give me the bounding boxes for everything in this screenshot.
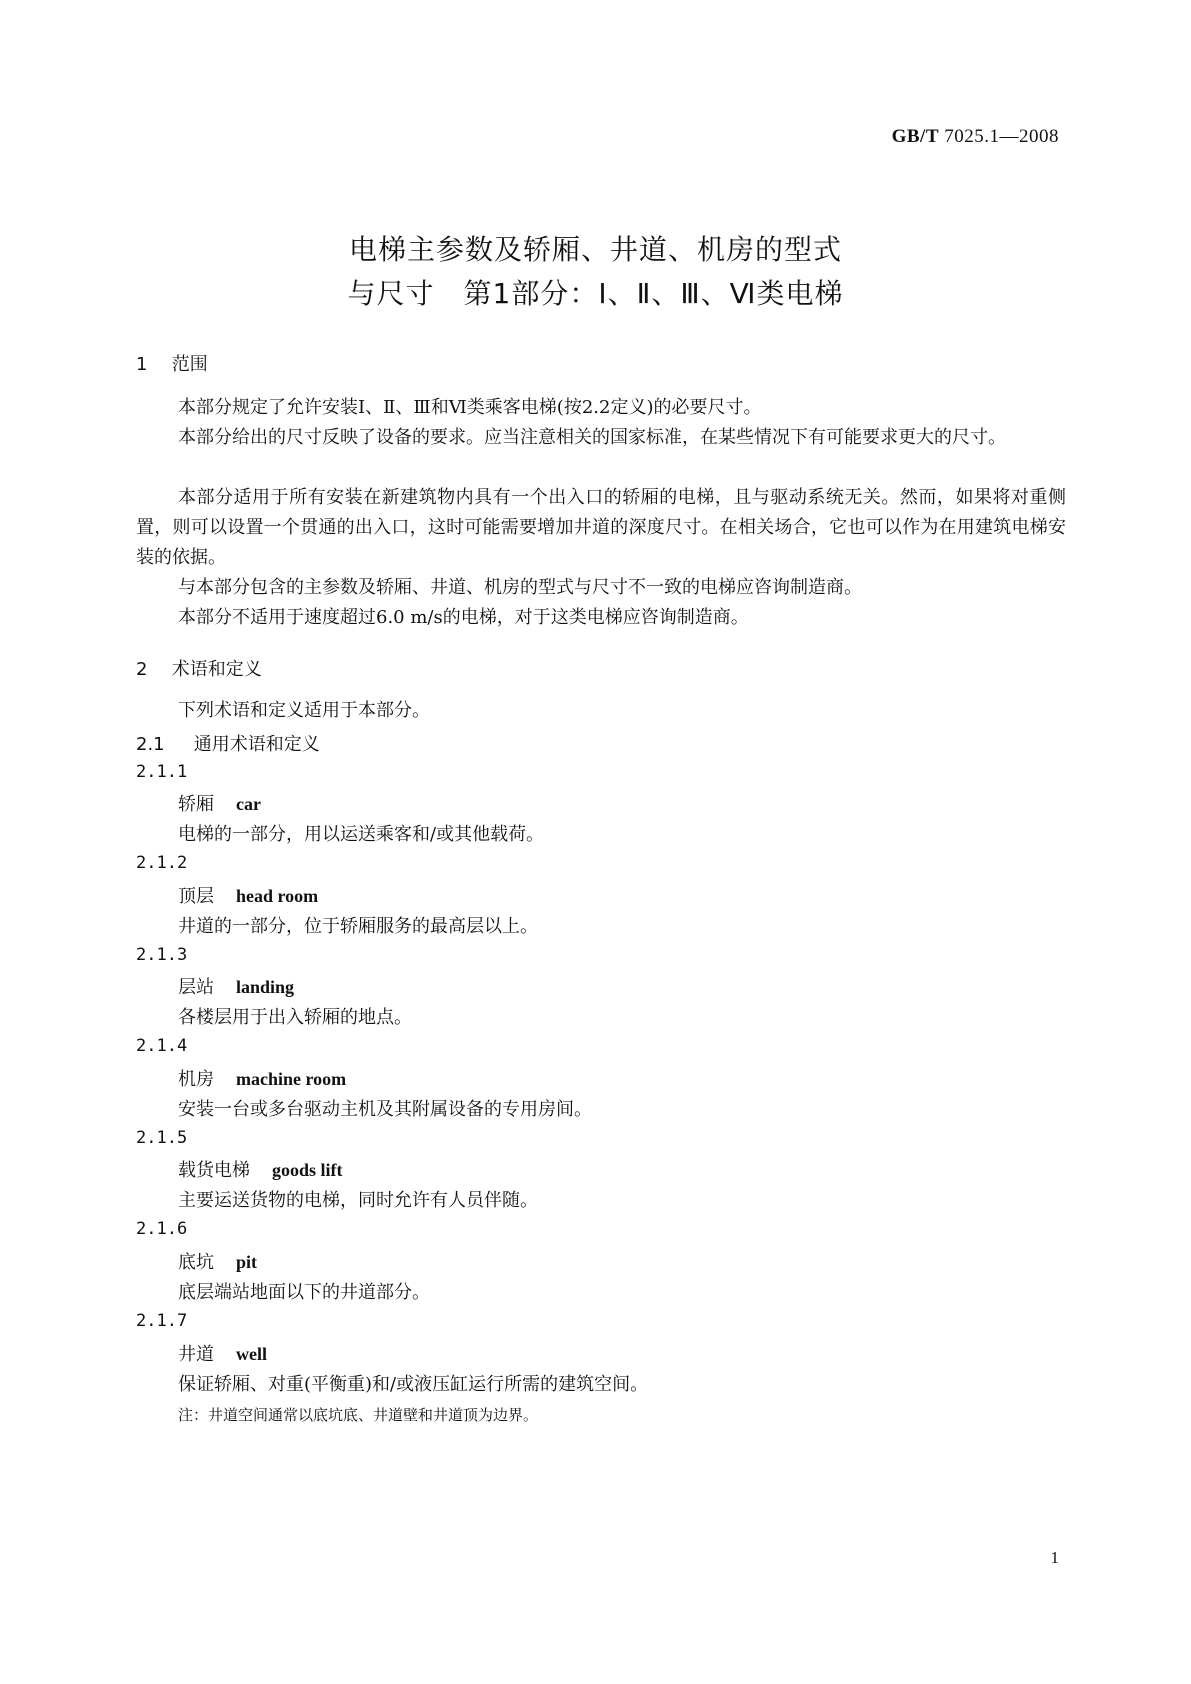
term-zh: 层站 [178, 977, 214, 998]
term-en: machine room [236, 1069, 347, 1089]
term-zh: 顶层 [178, 886, 214, 907]
term-definition: 底层端站地面以下的井道部分。 [178, 1282, 430, 1303]
term-entry [178, 1340, 267, 1366]
clause-number: 2.1.4 [136, 1036, 188, 1056]
term-entry [178, 1248, 257, 1274]
term-definition: 井道的一部分，位于轿厢服务的最高层以上。 [178, 916, 538, 937]
title-line-2: 与尺寸 第1部分：Ⅰ、Ⅱ、Ⅲ、Ⅵ类电梯 [347, 277, 844, 310]
clause-number: 2.1.2 [136, 853, 188, 873]
paragraph: 本部分给出的尺寸反映了设备的要求。应当注意相关的国家标准，在某些情况下有可能要求更大的尺寸。 [178, 427, 1006, 448]
term-entry [178, 882, 318, 908]
subsection-number: 2.1 [136, 734, 165, 755]
standard-prefix: GB/T [891, 126, 939, 147]
term-zh: 底坑 [178, 1252, 214, 1273]
section-number: 2 [136, 659, 148, 680]
subsection-heading [136, 730, 320, 756]
clause-number: 2.1.1 [136, 762, 188, 782]
title-line-1: 电梯主参数及轿厢、井道、机房的型式 [348, 233, 842, 266]
paragraph: 本部分规定了允许安装Ⅰ、Ⅱ、Ⅲ和Ⅵ类乘客电梯(按2.2定义)的必要尺寸。 [178, 397, 762, 418]
clause-number: 2.1.5 [136, 1128, 188, 1148]
term-en: goods lift [272, 1160, 343, 1180]
standard-number: 7025.1—2008 [944, 126, 1059, 147]
term-definition: 安装一台或多台驱动主机及其附属设备的专用房间。 [178, 1099, 592, 1120]
section-2-heading [136, 655, 262, 681]
term-en: head room [236, 886, 319, 906]
subsection-title: 通用术语和定义 [193, 734, 320, 755]
term-definition: 保证轿厢、对重(平衡重)和/或液压缸运行所需的建筑空间。 [178, 1374, 649, 1395]
term-entry [178, 790, 261, 816]
page-number: 1 [1050, 1548, 1059, 1567]
section-title: 术语和定义 [171, 659, 262, 680]
paragraph: 与本部分包含的主参数及轿厢、井道、机房的型式与尺寸不一致的电梯应咨询制造商。 [178, 577, 862, 598]
term-entry [178, 973, 294, 999]
term-en: car [236, 794, 261, 814]
term-en: well [236, 1344, 267, 1364]
term-definition: 各楼层用于出入轿厢的地点。 [178, 1007, 412, 1028]
term-en: pit [236, 1252, 258, 1272]
clause-number: 2.1.6 [136, 1219, 188, 1239]
clause-number: 2.1.7 [136, 1311, 188, 1331]
term-zh: 井道 [178, 1344, 214, 1365]
term-zh: 轿厢 [178, 794, 214, 815]
term-zh: 载货电梯 [178, 1160, 250, 1181]
clause-number: 2.1.3 [136, 945, 188, 965]
paragraph: 下列术语和定义适用于本部分。 [178, 700, 430, 721]
section-1-heading [136, 350, 208, 376]
section-number: 1 [136, 354, 148, 375]
term-entry [178, 1065, 346, 1091]
term-zh: 机房 [178, 1069, 214, 1090]
term-definition: 电梯的一部分，用以运送乘客和/或其他载荷。 [178, 824, 545, 845]
term-en: landing [236, 977, 295, 997]
note-text: 注：井道空间通常以底坑底、井道壁和井道顶为边界。 [178, 1406, 539, 1424]
term-entry [178, 1156, 343, 1182]
paragraph: 本部分不适用于速度超过6.0 m/s的电梯，对于这类电梯应咨询制造商。 [178, 607, 749, 628]
term-definition: 主要运送货物的电梯，同时允许有人员伴随。 [178, 1190, 538, 1211]
standard-code [892, 126, 1059, 148]
section-title: 范围 [171, 354, 208, 375]
paragraph: 本部分适用于所有安装在新建筑物内具有一个出入口的轿厢的电梯，且与驱动系统无关。然而，如果将对重侧置，则可以设置一个贯通的出入口，这时可能需要增加井道的深度尺寸。在相关场合，它也可以作为在用建筑电梯安装的依据。 [136, 487, 1066, 568]
